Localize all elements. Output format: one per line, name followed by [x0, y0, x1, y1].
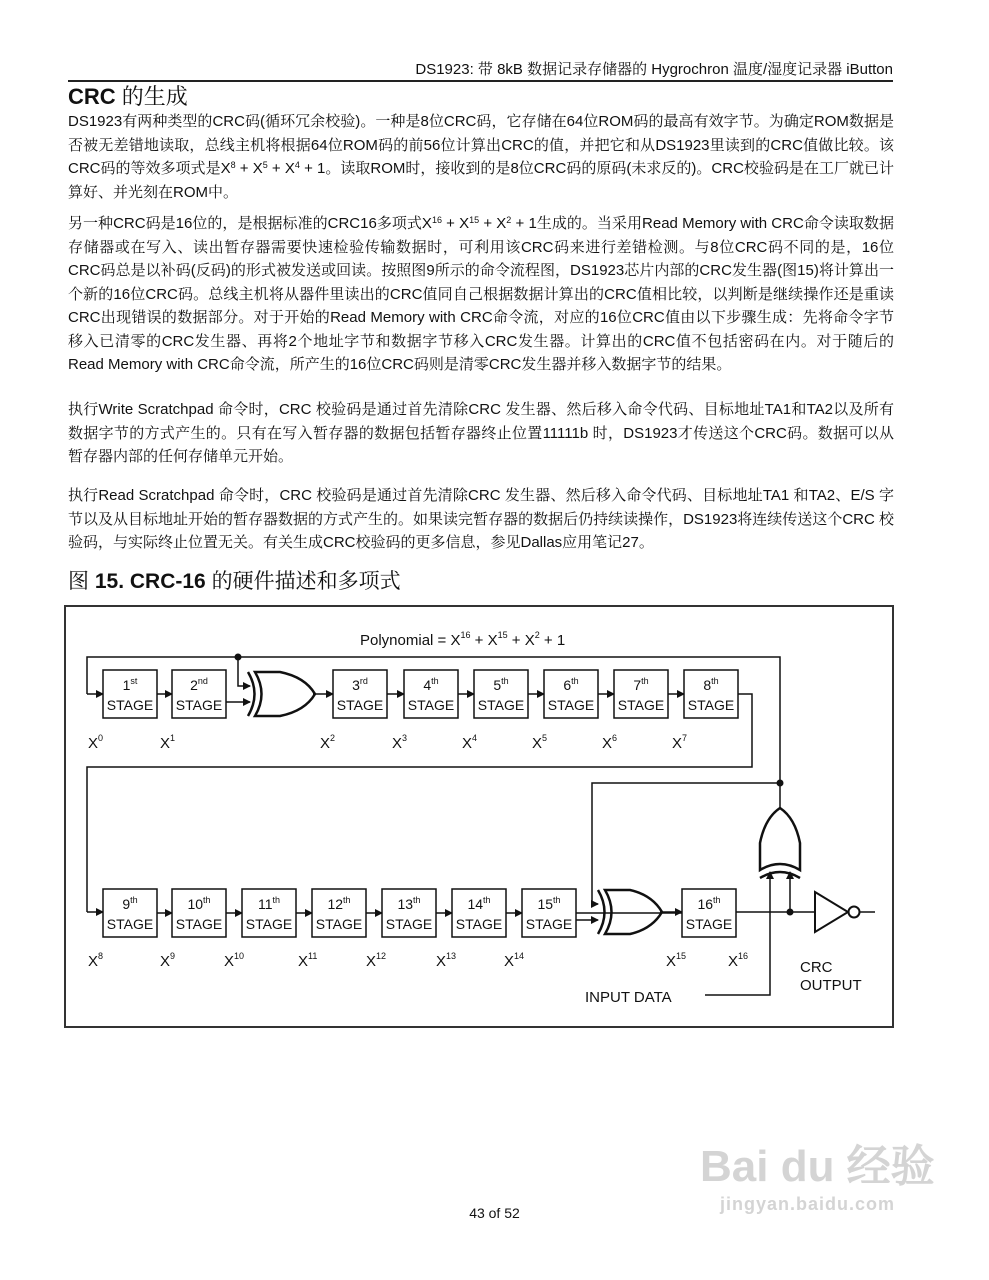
stage-14-box [452, 889, 522, 937]
stage-label: STAGE [547, 697, 595, 713]
text: + X [479, 215, 507, 232]
stage-9-box [103, 889, 172, 937]
stage-12-box [312, 889, 382, 937]
stage-number: 16th [697, 895, 721, 912]
stage-label: STAGE [385, 916, 433, 932]
polynomial-label: Polynomial = $X^{16} + X^{15} + X^2 + 1$ [360, 630, 566, 649]
watermark-text: Bai du 经验 [700, 1142, 935, 1191]
stage-number: 3rd [352, 676, 368, 693]
stage-label: STAGE [336, 697, 384, 713]
x-power-label: $X^5$ [532, 733, 548, 752]
stage-3-box [333, 670, 404, 718]
stage-13-box [382, 889, 452, 937]
x-power-label: $X^2$ [320, 733, 336, 752]
stage-1-box [103, 670, 157, 718]
inverter [815, 892, 860, 932]
superscript: 8 [230, 160, 236, 170]
stage-number: 9th [122, 895, 138, 912]
x-power-label: $X^7$ [672, 733, 688, 752]
xor-gate-1 [248, 672, 315, 716]
stage-number: 5th [493, 676, 509, 693]
stage-label: STAGE [525, 916, 573, 932]
figure-prefix: 图 [68, 570, 95, 593]
stage-number: 14th [467, 895, 491, 912]
crc-output-label: CRC [800, 959, 833, 976]
stage-label: STAGE [477, 697, 525, 713]
stage-label: STAGE [315, 916, 363, 932]
junction-dot [777, 780, 784, 787]
page-number: 43 of 52 [469, 1205, 520, 1221]
text: + X [267, 160, 295, 177]
stage-number: 1st [122, 676, 138, 693]
junction-dot [235, 654, 242, 661]
stage-11-box [242, 889, 312, 937]
stage-16-box [682, 889, 736, 937]
stage-number: 8th [703, 676, 719, 693]
stage-label: STAGE [106, 916, 154, 932]
watermark-logo [700, 1130, 935, 1215]
superscript: 5 [262, 160, 268, 170]
x-power-label: $X^0$ [88, 733, 104, 752]
stage-4-box [404, 670, 474, 718]
paragraph-4: 执行Read Scratchpad 命令时，CRC 校验码是通过首先清除CRC 发生器、然后移入命令代码、目标地址TA1 和TA2、E/S 字节以及从目标地址开始的暂存器数据的方式产生的。如果读完暂存器的数据后仍持续读操作，DS1923将连续传送这个CRC 校验码，与实际终止位置无关。有关生成CRC校验码的更多信息，参见Dallas应用笔记27。 [68, 487, 894, 551]
x-power-label: $X^9$ [160, 951, 176, 970]
stage-label: STAGE [245, 916, 293, 932]
crc-output-label: OUTPUT [800, 977, 862, 994]
stage-number: 11th [257, 895, 281, 912]
stage-number: 7th [633, 676, 649, 693]
stage-label: STAGE [687, 697, 735, 713]
x-power-label: $X^3$ [392, 733, 408, 752]
stage-label: STAGE [617, 697, 665, 713]
paragraph-3: 执行Write Scratchpad 命令时，CRC 校验码是通过首先清除CRC 发生器、然后移入命令代码、目标地址TA1和TA2以及所有数据字节的方式产生的。只有在写入暂存器的数据包括暂存器终止位置11111b 时，DS1923才传送这个CRC码。数据可以从暂存器内部的任何存储单元开始。 [68, 401, 894, 465]
stage-6-box [544, 670, 614, 718]
figure-number: 15. CRC-16 [94, 570, 206, 593]
stage-8-box [684, 670, 738, 718]
stage-label: STAGE [106, 697, 154, 713]
stage-number: 15th [537, 895, 561, 912]
stage-7-box [614, 670, 684, 718]
x-power-label: $X^{13}$ [436, 951, 457, 970]
x-power-label: $X^4$ [462, 733, 478, 752]
figure-title: 的硬件描述和多项式 [205, 570, 401, 593]
stage-number: 6th [563, 676, 579, 693]
stage-number: 2nd [190, 676, 208, 693]
text: DS1923有两种类型的CRC码(循环冗余校验)。一种是8位CRC码，它存储在64位ROM码的最高有效字节。为确定ROM数据是否被无差错地读取，总线主机将根据64位ROM码的前56位计算出CRC的值，并把它和从DS1923里读到的CRC值做比较。该CRC码的等效多项式是X [68, 113, 894, 177]
x-power-label: $X^{16}$ [728, 951, 749, 970]
x-power-label: $X^{11}$ [298, 951, 318, 970]
text: + X [235, 160, 263, 177]
superscript: 2 [506, 215, 512, 225]
section-title-bold: CRC [68, 84, 116, 109]
stage-label: STAGE [175, 697, 223, 713]
superscript: 15 [469, 215, 480, 225]
x-power-label: $X^6$ [602, 733, 618, 752]
x-power-label: $X^1$ [160, 733, 176, 752]
superscript: 16 [431, 215, 442, 225]
text: 另一种CRC码是16位的，是根据标准的CRC16多项式X [68, 215, 432, 232]
watermark-url: jingyan.baidu.com [720, 1194, 896, 1214]
x-power-label: $X^{12}$ [366, 951, 387, 970]
stage-number: 12th [327, 895, 351, 912]
stage-2-box [172, 670, 226, 718]
stage-label: STAGE [455, 916, 503, 932]
text: + 1。读取ROM时，接收到的是8位CRC码的原码(未求反的)。CRC校验码是在工厂就已计算好、并光刻在ROM中。 [68, 160, 894, 201]
running-header: DS1923: 带 8kB 数据记录存储器的 Hygrochron 温度/湿度记录器 iButton [68, 58, 893, 82]
superscript: 4 [294, 160, 300, 170]
stage-number: 4th [423, 676, 439, 693]
xor-gate-2 [598, 890, 662, 934]
junction-dot [787, 909, 794, 916]
input-data-label: INPUT DATA [585, 989, 672, 1006]
x-power-label: $X^{15}$ [666, 951, 687, 970]
xor-gate-feedback [760, 808, 800, 878]
stage-label: STAGE [685, 916, 733, 932]
x-power-label: $X^8$ [88, 951, 104, 970]
x-power-label: $X^{10}$ [224, 951, 245, 970]
diagram-frame [65, 606, 893, 1027]
section-title-rest: 的生成 [115, 84, 188, 109]
x-power-label: $X^{14}$ [504, 951, 525, 970]
text: + X [441, 215, 470, 232]
stage-label: STAGE [175, 916, 223, 932]
stage-label: STAGE [407, 697, 455, 713]
stage-5-box [474, 670, 544, 718]
text: + 1生成的。当采用Read Memory with CRC命令读取数据存储器或在写入、读出暂存器需要快速检验传输数据时，可利用该CRC码来进行差错检测。与8位CRC码不同的是，16位CRC码总是以补码(反码)的形式被发送或回读。按照图9所示的命令流程图，DS1923芯片内部的CRC发生器(图15)将计算出一个新的16位CRC码。总线主机将从器件里读出的CRC值同自己根据数据计算出的CRC值相比较，以判断是继续操作还是重读CRC出现错误的数据部分。对于开始的Read Memory with CRC命令流，对应的16位CRC值由以下步骤生成：先将命令字节移入已清零的CRC发生器、再将2个地址字节和数据字节移入CRC发生器。计算出的CRC值不包括密码在内。对于随后的Read Memory with CRC命令流，所产生的16位CRC码则是清零CRC发生器并移入数据字节的结果。 [68, 215, 894, 373]
stage-number: 13th [397, 895, 421, 912]
stage-10-box [172, 889, 242, 937]
stage-number: 10th [187, 895, 211, 912]
